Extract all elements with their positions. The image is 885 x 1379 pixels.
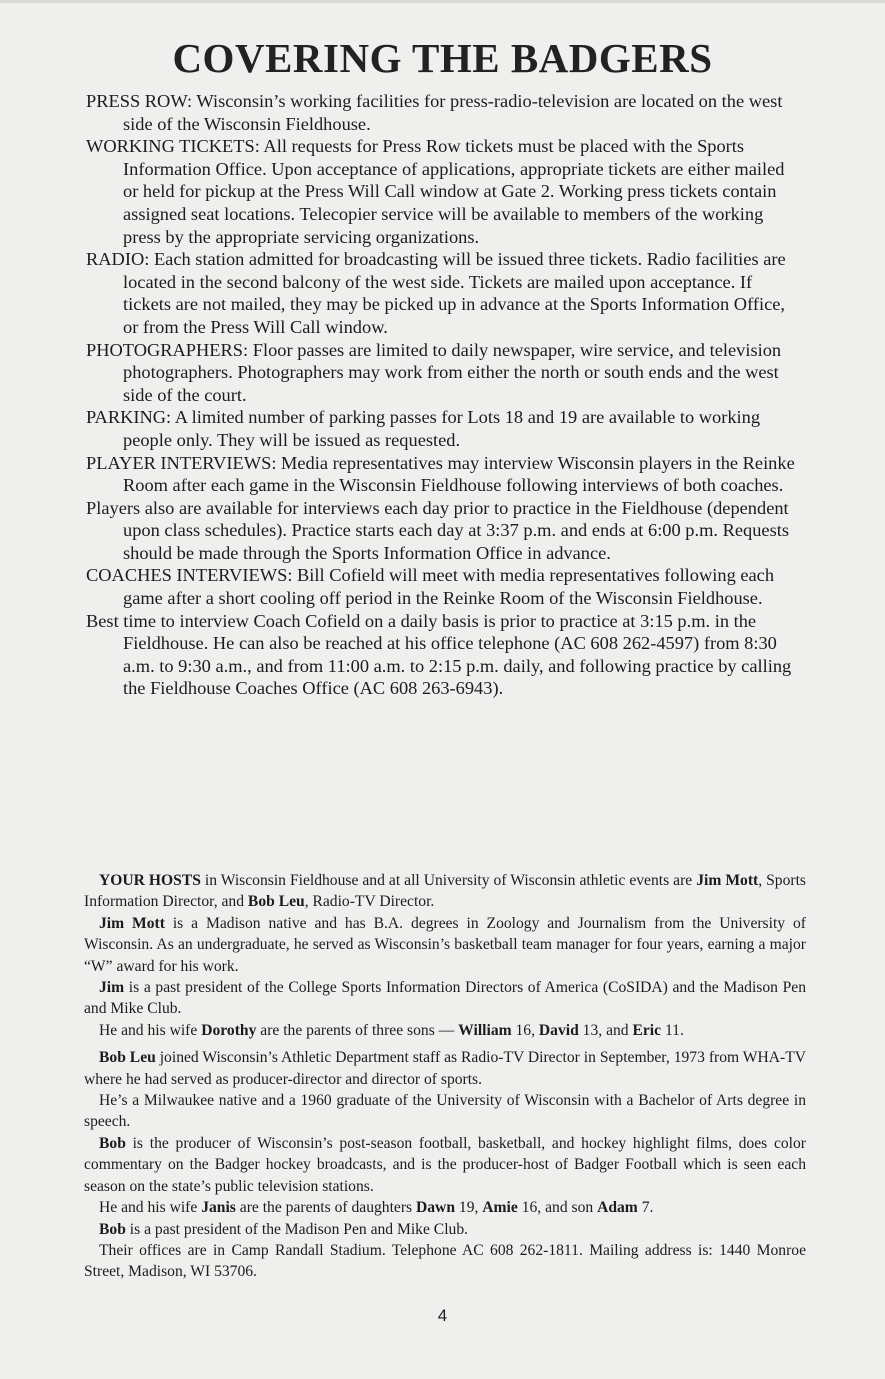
text-span: is a Madison native and has B.A. degrees in Zoology and Journalism from the University of Wisconsin. As an undergraduate, he served as Wisconsin’s basketball team manager for four years, earning a major “W” award for his work. xyxy=(84,914,806,975)
text-span: are the parents of three sons — xyxy=(256,1021,459,1039)
bold-name: Dawn xyxy=(416,1199,455,1217)
bob-producer-paragraph xyxy=(84,1133,806,1197)
press-info-section xyxy=(86,90,796,700)
text-span: in Wisconsin Fieldhouse and at all University of Wisconsin athletic events are xyxy=(200,872,697,889)
text-span: is a past president of the Madison Pen and Mike Club. xyxy=(125,1220,469,1238)
bold-name: Dorothy xyxy=(201,1021,257,1039)
offices-address-paragraph xyxy=(84,1240,806,1283)
bold-name: Bob Leu xyxy=(99,1049,156,1067)
bob-family-paragraph xyxy=(84,1197,806,1218)
bold-name: David xyxy=(538,1021,579,1039)
player-availability-paragraph: Players also are available for interviews each day prior to practice in the Fieldhouse (dependent upon class schedules). Practice starts each day at 3:37 p.m. and ends at 6:00 p.m. Requests should be made through the Sports Information Office in advance. xyxy=(86,497,789,563)
photographers-paragraph: PHOTOGRAPHERS: Floor passes are limited to daily newspaper, wire service, and television photographers. Photographers may work from either the north or south ends and the west side of the court. xyxy=(86,339,782,405)
page-number: 4 xyxy=(437,1306,448,1325)
bold-name: Bob xyxy=(99,1134,126,1152)
text-span: is the producer of Wisconsin’s post-season football, basketball, and hockey highlight films, does color commentary on the Badger hockey broadcasts, and is the producer-host of Badger Football which is seen each season on the state’s public television stations. xyxy=(84,1134,806,1195)
text-span: He and his wife xyxy=(99,1021,202,1039)
jim-mott-bio-paragraph xyxy=(84,913,806,977)
bold-name: William xyxy=(458,1021,512,1039)
bold-name: Jim Mott xyxy=(696,872,759,889)
text-span: 13, and xyxy=(578,1021,633,1039)
bold-name: Jim Mott xyxy=(99,914,165,932)
text-span: Their offices are in Camp Randall Stadium. Telephone AC 608 262-1811. Mailing address is: 1440 Monroe Street, Madison, WI 53706. xyxy=(84,1241,806,1281)
hosts-section xyxy=(84,870,806,1283)
parking-paragraph: PARKING: A limited number of parking passes for Lots 18 and 19 are available to working people only. They will be issued as requested. xyxy=(86,407,761,450)
hosts-heading: YOUR HOSTS xyxy=(99,872,201,889)
press-row-paragraph: PRESS ROW: Wisconsin’s working facilities for press-radio-television are located on the west side of the Wisconsin Fieldhouse. xyxy=(86,91,783,134)
bob-leu-bio-paragraph xyxy=(84,1047,806,1090)
text-span: He and his wife xyxy=(99,1199,202,1217)
text-span: 16, and son xyxy=(517,1199,598,1217)
bob-pen-mike-paragraph xyxy=(84,1219,806,1240)
hosts-intro-paragraph xyxy=(84,870,806,913)
bold-name: Janis xyxy=(201,1199,236,1217)
coaches-interviews-paragraph: COACHES INTERVIEWS: Bill Cofield will meet with media representatives following each game after a short cooling off period in the Reinke Room of the Wisconsin Fieldhouse. xyxy=(86,565,775,609)
player-interviews-paragraph: PLAYER INTERVIEWS: Media representatives may interview Wisconsin players in the Reinke Room after each game in the Wisconsin Fieldhouse following interviews of both coaches. xyxy=(86,452,795,496)
text-span: 16, xyxy=(511,1021,539,1039)
text-span: , Sports Information Director, and xyxy=(84,872,806,911)
working-tickets-paragraph: WORKING TICKETS: All requests for Press Row tickets must be placed with the Sports Information Office. Upon acceptance of applications, appropriate tickets are either mailed or held for pickup at the Press Will Call window at Gate 2. Working press tickets contain assigned seat locations. Telecopier service will be available to members of the working press by the appropriate servicing organizations. xyxy=(86,136,785,247)
jim-family-paragraph xyxy=(84,1020,806,1041)
jim-cosida-paragraph xyxy=(84,977,806,1020)
page-edge xyxy=(0,0,885,3)
text-span: , Radio-TV Director. xyxy=(304,893,435,911)
text-span: joined Wisconsin’s Athletic Department staff as Radio-TV Director in September, 1973 from WHA-TV where he had served as producer-director and director of sports. xyxy=(84,1049,806,1088)
bold-name: Bob xyxy=(99,1220,126,1238)
coach-contact-paragraph: Best time to interview Coach Cofield on a daily basis is prior to practice at 3:15 p.m. in the Fieldhouse. He can also be reached at his office telephone (AC 608 262-4597) from 8:30 a.m. to 9:30 a.m., and from 11:00 a.m. to 2:15 p.m. daily, and following practice by calling the Fieldhouse Coaches Office (AC 608 263-6943). xyxy=(86,610,792,699)
bold-name: Adam xyxy=(597,1199,638,1217)
text-span: 11. xyxy=(661,1021,684,1039)
text-span: 7. xyxy=(637,1199,654,1217)
text-span: is a past president of the College Sports Information Directors of America (CoSIDA) and the Madison Pen and Mike Club. xyxy=(84,979,806,1018)
text-span: 19, xyxy=(455,1199,483,1217)
bold-name: Jim xyxy=(99,979,125,997)
bob-education-paragraph xyxy=(84,1090,806,1133)
text-span: are the parents of daughters xyxy=(235,1199,416,1217)
bold-name: Eric xyxy=(632,1021,662,1039)
bold-name: Amie xyxy=(482,1199,518,1217)
page-title: COVERING THE BADGERS xyxy=(172,35,713,81)
text-span: He’s a Milwaukee native and a 1960 graduate of the University of Wisconsin with a Bachelor of Arts degree in speech. xyxy=(84,1092,806,1131)
bold-name: Bob Leu xyxy=(247,893,305,911)
radio-paragraph: RADIO: Each station admitted for broadcasting will be issued three tickets. Radio facilities are located in the second balcony of the west side. Tickets are mailed upon acceptance. If tickets are not mailed, they may be picked up in advance at the Sports Information Office, or from the Press Will Call window. xyxy=(86,249,786,337)
